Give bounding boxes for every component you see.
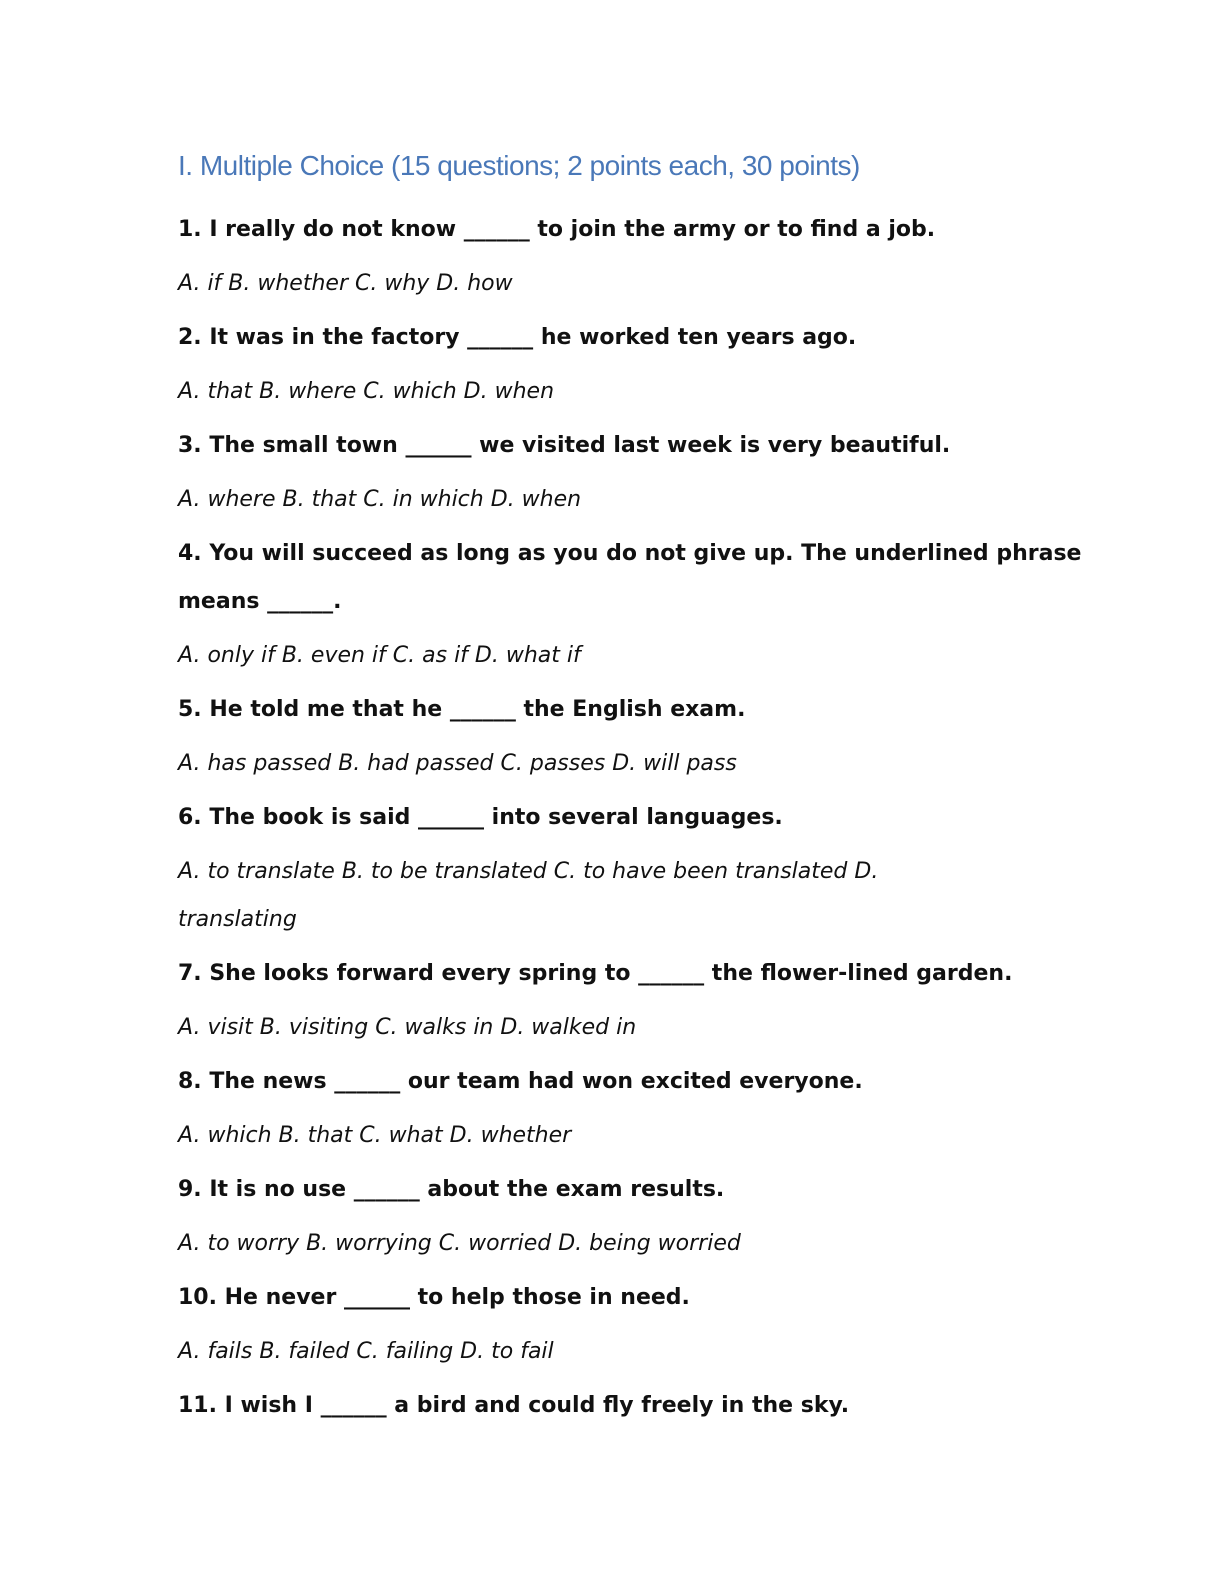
section-title: I. Multiple Choice (15 questions; 2 points each, 30 points)	[178, 150, 860, 181]
question-6-text: 6. The book is said ______ into several languages.	[178, 805, 783, 830]
question-1-options: A. if B. whether C. why D. how	[178, 271, 513, 296]
question-list	[178, 206, 1082, 1436]
question-7-text: 7. She looks forward every spring to ______ the flower-lined garden.	[178, 961, 1013, 986]
question-6-options: A. to translate B. to be translated C. to have been translated D.	[178, 859, 879, 884]
question-4-text-cont: means ______.	[178, 589, 342, 614]
question-8-text: 8. The news ______ our team had won excited everyone.	[178, 1069, 863, 1094]
question-9-text: 9. It is no use ______ about the exam results.	[178, 1177, 725, 1202]
question-10-options: A. fails B. failed C. failing D. to fail	[178, 1339, 554, 1364]
question-3-text: 3. The small town ______ we visited last week is very beautiful.	[178, 433, 951, 458]
question-7-options: A. visit B. visiting C. walks in D. walked in	[178, 1015, 637, 1040]
question-5-options: A. has passed B. had passed C. passes D. will pass	[178, 751, 737, 776]
question-9-options: A. to worry B. worrying C. worried D. being worried	[178, 1231, 741, 1256]
question-3-options: A. where B. that C. in which D. when	[178, 487, 582, 512]
question-2-options: A. that B. where C. which D. when	[178, 379, 555, 404]
question-2-text: 2. It was in the factory ______ he worked ten years ago.	[178, 325, 857, 350]
question-8-options: A. which B. that C. what D. whether	[178, 1123, 572, 1148]
question-11-text: 11. I wish I ______ a bird and could fly freely in the sky.	[178, 1393, 850, 1418]
question-6-options-cont: translating	[178, 907, 297, 932]
question-5-text: 5. He told me that he ______ the English exam.	[178, 697, 746, 722]
question-10-text: 10. He never ______ to help those in need.	[178, 1285, 690, 1310]
question-4-text: 4. You will succeed as long as you do not give up. The underlined phrase	[178, 541, 1082, 566]
question-1-text: 1. I really do not know ______ to join the army or to find a job.	[178, 217, 936, 242]
question-4-options: A. only if B. even if C. as if D. what if	[178, 643, 581, 668]
